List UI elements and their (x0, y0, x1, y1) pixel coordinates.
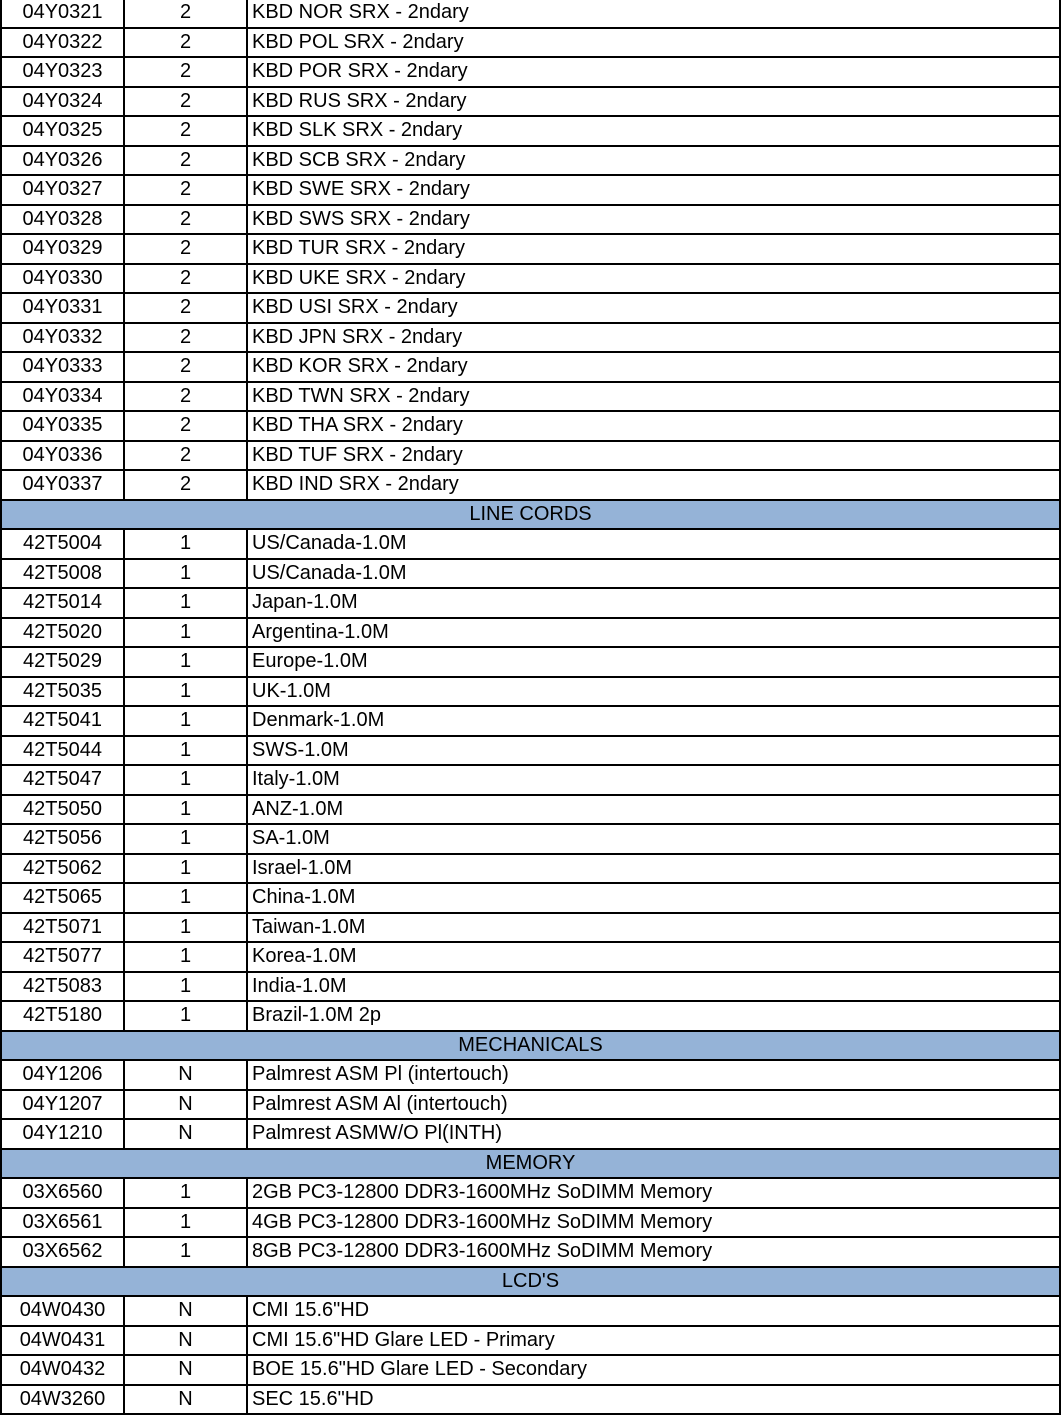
part-number-cell: 42T5020 (2, 619, 125, 647)
description-cell: 4GB PC3-12800 DDR3-1600MHz SoDIMM Memory (248, 1209, 1059, 1237)
quantity-cell: N (125, 1356, 248, 1384)
description-cell: KBD UKE SRX - 2ndary (248, 265, 1059, 293)
part-number-cell: 04Y0323 (2, 58, 125, 86)
table-row (0, 648, 1061, 678)
part-number-cell: 04Y0331 (2, 294, 125, 322)
part-number-cell: 04Y0335 (2, 412, 125, 440)
quantity-cell: N (125, 1386, 248, 1414)
section-header-label: MEMORY (2, 1150, 1059, 1178)
description-cell: India-1.0M (248, 973, 1059, 1001)
part-number-cell: 42T5044 (2, 737, 125, 765)
description-cell: KBD USI SRX - 2ndary (248, 294, 1059, 322)
description-cell: US/Canada-1.0M (248, 560, 1059, 588)
description-cell: SA-1.0M (248, 825, 1059, 853)
quantity-cell: 2 (125, 176, 248, 204)
table-row (0, 265, 1061, 295)
part-number-cell: 04W3260 (2, 1386, 125, 1414)
table-row (0, 471, 1061, 501)
quantity-cell: 2 (125, 265, 248, 293)
quantity-cell: 1 (125, 678, 248, 706)
table-row (0, 1356, 1061, 1386)
description-cell: UK-1.0M (248, 678, 1059, 706)
table-row (0, 88, 1061, 118)
section-header-label: MECHANICALS (2, 1032, 1059, 1060)
part-number-cell: 04Y0337 (2, 471, 125, 499)
quantity-cell: 2 (125, 324, 248, 352)
part-number-cell: 42T5014 (2, 589, 125, 617)
quantity-cell: 2 (125, 383, 248, 411)
table-row (0, 884, 1061, 914)
description-cell: KBD IND SRX - 2ndary (248, 471, 1059, 499)
description-cell: KBD TWN SRX - 2ndary (248, 383, 1059, 411)
part-number-cell: 04Y0334 (2, 383, 125, 411)
description-cell: Argentina-1.0M (248, 619, 1059, 647)
part-number-cell: 03X6561 (2, 1209, 125, 1237)
table-row (0, 1327, 1061, 1357)
part-number-cell: 04Y0321 (2, 0, 125, 27)
description-cell: Brazil-1.0M 2p (248, 1002, 1059, 1030)
table-row (0, 1297, 1061, 1327)
part-number-cell: 03X6560 (2, 1179, 125, 1207)
part-number-cell: 42T5083 (2, 973, 125, 1001)
table-row (0, 855, 1061, 885)
quantity-cell: 2 (125, 471, 248, 499)
part-number-cell: 42T5041 (2, 707, 125, 735)
table-row (0, 29, 1061, 59)
part-number-cell: 03X6562 (2, 1238, 125, 1266)
quantity-cell: 1 (125, 530, 248, 558)
description-cell: 8GB PC3-12800 DDR3-1600MHz SoDIMM Memory (248, 1238, 1059, 1266)
description-cell: KBD JPN SRX - 2ndary (248, 324, 1059, 352)
quantity-cell: 1 (125, 825, 248, 853)
quantity-cell: 2 (125, 0, 248, 27)
table-row (0, 1386, 1061, 1415)
description-cell: CMI 15.6"HD Glare LED - Primary (248, 1327, 1059, 1355)
description-cell: KBD TUR SRX - 2ndary (248, 235, 1059, 263)
description-cell: SWS-1.0M (248, 737, 1059, 765)
quantity-cell: 1 (125, 737, 248, 765)
description-cell: Israel-1.0M (248, 855, 1059, 883)
description-cell: Korea-1.0M (248, 943, 1059, 971)
table-row (0, 619, 1061, 649)
quantity-cell: 1 (125, 589, 248, 617)
section-header-row (0, 501, 1061, 531)
quantity-cell: 1 (125, 884, 248, 912)
table-row (0, 206, 1061, 236)
quantity-cell: 1 (125, 1002, 248, 1030)
table-row (0, 737, 1061, 767)
quantity-cell: 2 (125, 58, 248, 86)
description-cell: KBD POL SRX - 2ndary (248, 29, 1059, 57)
quantity-cell: 1 (125, 560, 248, 588)
part-number-cell: 04W0432 (2, 1356, 125, 1384)
quantity-cell: 1 (125, 1209, 248, 1237)
part-number-cell: 42T5056 (2, 825, 125, 853)
description-cell: KBD NOR SRX - 2ndary (248, 0, 1059, 27)
description-cell: ANZ-1.0M (248, 796, 1059, 824)
table-row (0, 147, 1061, 177)
table-row (0, 943, 1061, 973)
description-cell: KBD SLK SRX - 2ndary (248, 117, 1059, 145)
description-cell: KBD RUS SRX - 2ndary (248, 88, 1059, 116)
table-row (0, 117, 1061, 147)
table-row (0, 973, 1061, 1003)
quantity-cell: 2 (125, 29, 248, 57)
part-number-cell: 42T5062 (2, 855, 125, 883)
description-cell: Japan-1.0M (248, 589, 1059, 617)
part-number-cell: 04Y0327 (2, 176, 125, 204)
description-cell: 2GB PC3-12800 DDR3-1600MHz SoDIMM Memory (248, 1179, 1059, 1207)
quantity-cell: 2 (125, 88, 248, 116)
quantity-cell: 1 (125, 973, 248, 1001)
table-row (0, 176, 1061, 206)
description-cell: Taiwan-1.0M (248, 914, 1059, 942)
part-number-cell: 42T5071 (2, 914, 125, 942)
description-cell: Italy-1.0M (248, 766, 1059, 794)
description-cell: KBD SWE SRX - 2ndary (248, 176, 1059, 204)
table-row (0, 530, 1061, 560)
part-number-cell: 04Y0325 (2, 117, 125, 145)
section-header-row (0, 1150, 1061, 1180)
quantity-cell: N (125, 1120, 248, 1148)
table-row (0, 1120, 1061, 1150)
table-row (0, 560, 1061, 590)
table-row (0, 412, 1061, 442)
description-cell: KBD THA SRX - 2ndary (248, 412, 1059, 440)
part-number-cell: 42T5004 (2, 530, 125, 558)
description-cell: Denmark-1.0M (248, 707, 1059, 735)
quantity-cell: 1 (125, 619, 248, 647)
table-row (0, 825, 1061, 855)
part-number-cell: 04Y0328 (2, 206, 125, 234)
part-number-cell: 04W0431 (2, 1327, 125, 1355)
description-cell: US/Canada-1.0M (248, 530, 1059, 558)
quantity-cell: N (125, 1327, 248, 1355)
table-row (0, 1209, 1061, 1239)
table-row (0, 324, 1061, 354)
description-cell: China-1.0M (248, 884, 1059, 912)
quantity-cell: 2 (125, 294, 248, 322)
table-row (0, 766, 1061, 796)
part-number-cell: 42T5035 (2, 678, 125, 706)
description-cell: Palmrest ASM Al (intertouch) (248, 1091, 1059, 1119)
quantity-cell: 1 (125, 707, 248, 735)
quantity-cell: 2 (125, 353, 248, 381)
part-number-cell: 42T5047 (2, 766, 125, 794)
part-number-cell: 42T5077 (2, 943, 125, 971)
table-row (0, 1061, 1061, 1091)
quantity-cell: 1 (125, 943, 248, 971)
table-row (0, 1179, 1061, 1209)
section-header-row (0, 1268, 1061, 1298)
part-number-cell: 04Y0333 (2, 353, 125, 381)
quantity-cell: 2 (125, 117, 248, 145)
part-number-cell: 04W0430 (2, 1297, 125, 1325)
part-number-cell: 04Y1210 (2, 1120, 125, 1148)
part-number-cell: 04Y0336 (2, 442, 125, 470)
part-number-cell: 04Y0329 (2, 235, 125, 263)
part-number-cell: 04Y0322 (2, 29, 125, 57)
table-row (0, 914, 1061, 944)
quantity-cell: 1 (125, 796, 248, 824)
description-cell: Palmrest ASM Pl (intertouch) (248, 1061, 1059, 1089)
description-cell: KBD POR SRX - 2ndary (248, 58, 1059, 86)
description-cell: KBD TUF SRX - 2ndary (248, 442, 1059, 470)
part-number-cell: 42T5050 (2, 796, 125, 824)
table-row (0, 678, 1061, 708)
description-cell: Palmrest ASMW/O Pl(INTH) (248, 1120, 1059, 1148)
table-row (0, 589, 1061, 619)
quantity-cell: N (125, 1297, 248, 1325)
part-number-cell: 04Y1206 (2, 1061, 125, 1089)
quantity-cell: N (125, 1091, 248, 1119)
quantity-cell: 2 (125, 235, 248, 263)
table-row (0, 0, 1061, 29)
part-number-cell: 42T5029 (2, 648, 125, 676)
table-row (0, 353, 1061, 383)
part-number-cell: 04Y0330 (2, 265, 125, 293)
section-header-row (0, 1032, 1061, 1062)
quantity-cell: 2 (125, 206, 248, 234)
quantity-cell: 2 (125, 442, 248, 470)
quantity-cell: 1 (125, 914, 248, 942)
description-cell: Europe-1.0M (248, 648, 1059, 676)
table-row (0, 796, 1061, 826)
quantity-cell: N (125, 1061, 248, 1089)
table-row (0, 294, 1061, 324)
quantity-cell: 1 (125, 1179, 248, 1207)
part-number-cell: 04Y0324 (2, 88, 125, 116)
table-row (0, 383, 1061, 413)
part-number-cell: 42T5180 (2, 1002, 125, 1030)
table-row (0, 58, 1061, 88)
quantity-cell: 2 (125, 412, 248, 440)
section-header-label: LINE CORDS (2, 501, 1059, 529)
description-cell: KBD KOR SRX - 2ndary (248, 353, 1059, 381)
quantity-cell: 1 (125, 855, 248, 883)
table-row (0, 1002, 1061, 1032)
table-row (0, 1238, 1061, 1268)
description-cell: BOE 15.6"HD Glare LED - Secondary (248, 1356, 1059, 1384)
description-cell: KBD SWS SRX - 2ndary (248, 206, 1059, 234)
description-cell: KBD SCB SRX - 2ndary (248, 147, 1059, 175)
quantity-cell: 1 (125, 648, 248, 676)
part-number-cell: 42T5065 (2, 884, 125, 912)
table-row (0, 707, 1061, 737)
part-number-cell: 04Y0326 (2, 147, 125, 175)
quantity-cell: 1 (125, 766, 248, 794)
part-number-cell: 04Y1207 (2, 1091, 125, 1119)
table-row (0, 442, 1061, 472)
section-header-label: LCD'S (2, 1268, 1059, 1296)
part-number-cell: 04Y0332 (2, 324, 125, 352)
description-cell: CMI 15.6"HD (248, 1297, 1059, 1325)
part-number-cell: 42T5008 (2, 560, 125, 588)
quantity-cell: 2 (125, 147, 248, 175)
table-row (0, 235, 1061, 265)
quantity-cell: 1 (125, 1238, 248, 1266)
description-cell: SEC 15.6"HD (248, 1386, 1059, 1414)
table-row (0, 1091, 1061, 1121)
